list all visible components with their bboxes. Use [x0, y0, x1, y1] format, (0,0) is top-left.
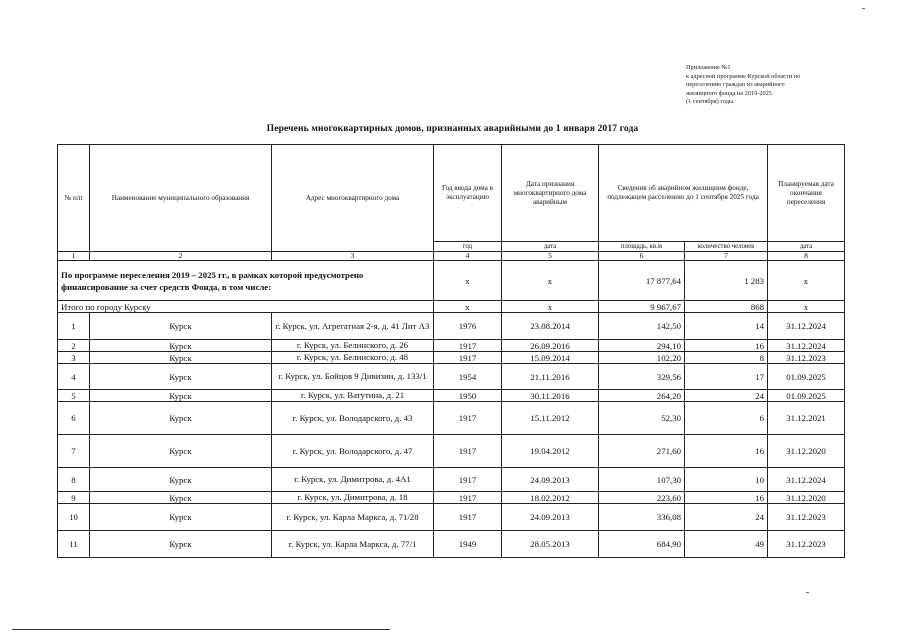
row-municipality: Курск [90, 492, 272, 504]
subheader-people: количество человек [685, 242, 768, 252]
appendix-line: Приложение №1 [686, 64, 731, 71]
row-year: 1917 [434, 340, 502, 352]
row-people: 10 [685, 468, 768, 492]
row-people: 49 [685, 531, 768, 558]
header-recognition-date: Дата признания многоквартирного дома аварийным [502, 145, 599, 242]
column-number: 6 [599, 252, 685, 261]
column-number: 5 [502, 252, 599, 261]
row-year: 1950 [434, 390, 502, 402]
program-year: x [434, 261, 502, 301]
subheader-end-date: дата [768, 242, 845, 252]
program-date: x [502, 261, 599, 301]
row-people: 16 [685, 492, 768, 504]
row-num: 4 [58, 364, 90, 390]
row-year: 1917 [434, 504, 502, 531]
row-area: 107,30 [599, 468, 685, 492]
row-year: 1954 [434, 364, 502, 390]
row-municipality: Курск [90, 504, 272, 531]
row-area: 142,50 [599, 313, 685, 340]
row-area: 264,20 [599, 390, 685, 402]
row-address: г. Курск, ул. Карла Маркса, д. 77/1 [272, 531, 434, 558]
table-row [58, 435, 845, 468]
row-address: г. Курск, ул. Володарского, д. 47 [272, 435, 434, 468]
column-number: 4 [434, 252, 502, 261]
row-num: 10 [58, 504, 90, 531]
header-row [58, 145, 845, 242]
row-year: 1917 [434, 492, 502, 504]
appendix-line: переселению граждан из аварийного [686, 81, 785, 89]
row-date: 15.09.2014 [502, 352, 599, 364]
row-num: 2 [58, 340, 90, 352]
program-people: 1 283 [685, 261, 768, 301]
column-number: 1 [58, 252, 90, 261]
row-year: 1917 [434, 352, 502, 364]
header-year-built: Год ввода дома в эксплуатацию [434, 145, 502, 242]
row-date: 26.09.2016 [502, 340, 599, 352]
row-num: 11 [58, 531, 90, 558]
row-date: 30.11.2016 [502, 390, 599, 402]
row-area: 684,90 [599, 531, 685, 558]
row-people: 16 [685, 340, 768, 352]
row-num: 8 [58, 468, 90, 492]
row-year: 1949 [434, 531, 502, 558]
row-date: 19.04.2012 [502, 435, 599, 468]
city-total-text: Итого по городу Курску [58, 301, 434, 313]
table-row [58, 492, 845, 504]
city-total-row [58, 301, 845, 313]
row-end-date: 01.09.2025 [768, 364, 845, 390]
row-address: г. Курск, ул. Димитрова, д. 18 [272, 492, 434, 504]
subheader-year: год [434, 242, 502, 252]
row-people: 14 [685, 313, 768, 340]
row-num: 3 [58, 352, 90, 364]
table-row [58, 313, 845, 340]
row-address: г. Курск, ул. Белинского, д. 26 [272, 340, 434, 352]
row-end-date: 31.12.2023 [768, 531, 845, 558]
table-row [58, 352, 845, 364]
row-end-date: 31.12.2020 [768, 492, 845, 504]
header-emergency-info: Сведения об аварийном жилищном фонде, подлежащем расселению до 1 сентября 2025 года [599, 145, 768, 242]
emergency-housing-table [57, 144, 845, 558]
row-address: г. Курск, ул. Димитрова, д. 4А1 [272, 468, 434, 492]
program-area: 17 877,64 [599, 261, 685, 301]
row-end-date: 31.12.2024 [768, 340, 845, 352]
city-total-year: x [434, 301, 502, 313]
row-end-date: 31.12.2024 [768, 468, 845, 492]
row-municipality: Курск [90, 313, 272, 340]
row-municipality: Курск [90, 402, 272, 435]
row-people: 16 [685, 435, 768, 468]
row-date: 24.09.2013 [502, 504, 599, 531]
table-row [58, 531, 845, 558]
row-address: г. Курск, ул. Агрегатная 2-я, д. 41 Лит А3 [272, 313, 434, 340]
row-date: 21.11.2016 [502, 364, 599, 390]
row-area: 102,20 [599, 352, 685, 364]
row-area: 223,60 [599, 492, 685, 504]
row-municipality: Курск [90, 364, 272, 390]
column-number: 8 [768, 252, 845, 261]
row-municipality: Курск [90, 340, 272, 352]
row-date: 28.05.2013 [502, 531, 599, 558]
row-people: 8 [685, 352, 768, 364]
row-year: 1917 [434, 402, 502, 435]
scan-speck [862, 8, 865, 9]
row-people: 17 [685, 364, 768, 390]
row-date: 23.08.2014 [502, 313, 599, 340]
program-summary-text: По программе переселения 2019 – 2025 гг., в рамках которой предусмотрено финансирование за счет средств Фонда, в том числе: [58, 261, 434, 301]
row-num: 6 [58, 402, 90, 435]
row-end-date: 31.12.2020 [768, 435, 845, 468]
row-address: г. Курск, ул. Белинского, д. 48 [272, 352, 434, 364]
table-row [58, 468, 845, 492]
row-end-date: 31.12.2023 [768, 504, 845, 531]
row-address: г. Курск, ул. Карла Маркса, д. 71/28 [272, 504, 434, 531]
row-num: 1 [58, 313, 90, 340]
city-total-area: 9 967,67 [599, 301, 685, 313]
row-address: г. Курск, ул. Володарского, д. 43 [272, 402, 434, 435]
city-total-date: x [502, 301, 599, 313]
table-row [58, 340, 845, 352]
row-num: 9 [58, 492, 90, 504]
header-num: № п/п [58, 145, 90, 252]
row-num: 5 [58, 390, 90, 402]
row-people: 24 [685, 504, 768, 531]
program-end-date: x [768, 261, 845, 301]
subheader-area: площадь, кв.м [599, 242, 685, 252]
city-total-end-date: x [768, 301, 845, 313]
header-address: Адрес многоквартирного дома [272, 145, 434, 252]
document-title: Перечень многоквартирных домов, признанных аварийными до 1 января 2017 года [266, 123, 639, 134]
row-municipality: Курск [90, 531, 272, 558]
column-number: 3 [272, 252, 434, 261]
row-num: 7 [58, 435, 90, 468]
appendix-line: к адресной программе Курской области по [686, 72, 801, 80]
row-date: 18.02.2012 [502, 492, 599, 504]
table-row [58, 504, 845, 531]
table-row [58, 402, 845, 435]
row-address: г. Курск, ул. Бойцов 9 Дивизии, д. 133/1 [272, 364, 434, 390]
scan-speck [806, 592, 809, 593]
header-planned-end: Планируемая дата окончания переселения [768, 145, 845, 242]
column-number-row [58, 252, 845, 261]
row-address: г. Курск, ул. Ватутина, д. 21 [272, 390, 434, 402]
row-year: 1976 [434, 313, 502, 340]
row-municipality: Курск [90, 352, 272, 364]
subheader-date: дата [502, 242, 599, 252]
appendix-line: (1 сентября) годы [686, 98, 734, 106]
column-number: 7 [685, 252, 768, 261]
row-area: 294,10 [599, 340, 685, 352]
footer-rule [12, 629, 390, 630]
row-area: 271,60 [599, 435, 685, 468]
row-municipality: Курск [90, 435, 272, 468]
row-area: 52,30 [599, 402, 685, 435]
row-date: 15.11.2012 [502, 402, 599, 435]
city-total-people: 868 [685, 301, 768, 313]
row-date: 24.09.2013 [502, 468, 599, 492]
row-end-date: 31.12.2021 [768, 402, 845, 435]
row-area: 329,56 [599, 364, 685, 390]
row-people: 24 [685, 390, 768, 402]
appendix-note [686, 64, 896, 107]
appendix-line: жилищного фонда на 2019-2025 [686, 89, 772, 97]
row-people: 6 [685, 402, 768, 435]
row-year: 1917 [434, 435, 502, 468]
row-area: 336,08 [599, 504, 685, 531]
table-row [58, 364, 845, 390]
row-municipality: Курск [90, 390, 272, 402]
row-end-date: 31.12.2024 [768, 313, 845, 340]
program-summary-row [58, 261, 845, 301]
row-end-date: 31.12.2023 [768, 352, 845, 364]
column-number: 2 [90, 252, 272, 261]
table-row [58, 390, 845, 402]
row-year: 1917 [434, 468, 502, 492]
header-municipality: Наименование муниципального образования [90, 145, 272, 252]
row-municipality: Курск [90, 468, 272, 492]
house-rows [58, 313, 845, 558]
row-end-date: 01.09.2025 [768, 390, 845, 402]
